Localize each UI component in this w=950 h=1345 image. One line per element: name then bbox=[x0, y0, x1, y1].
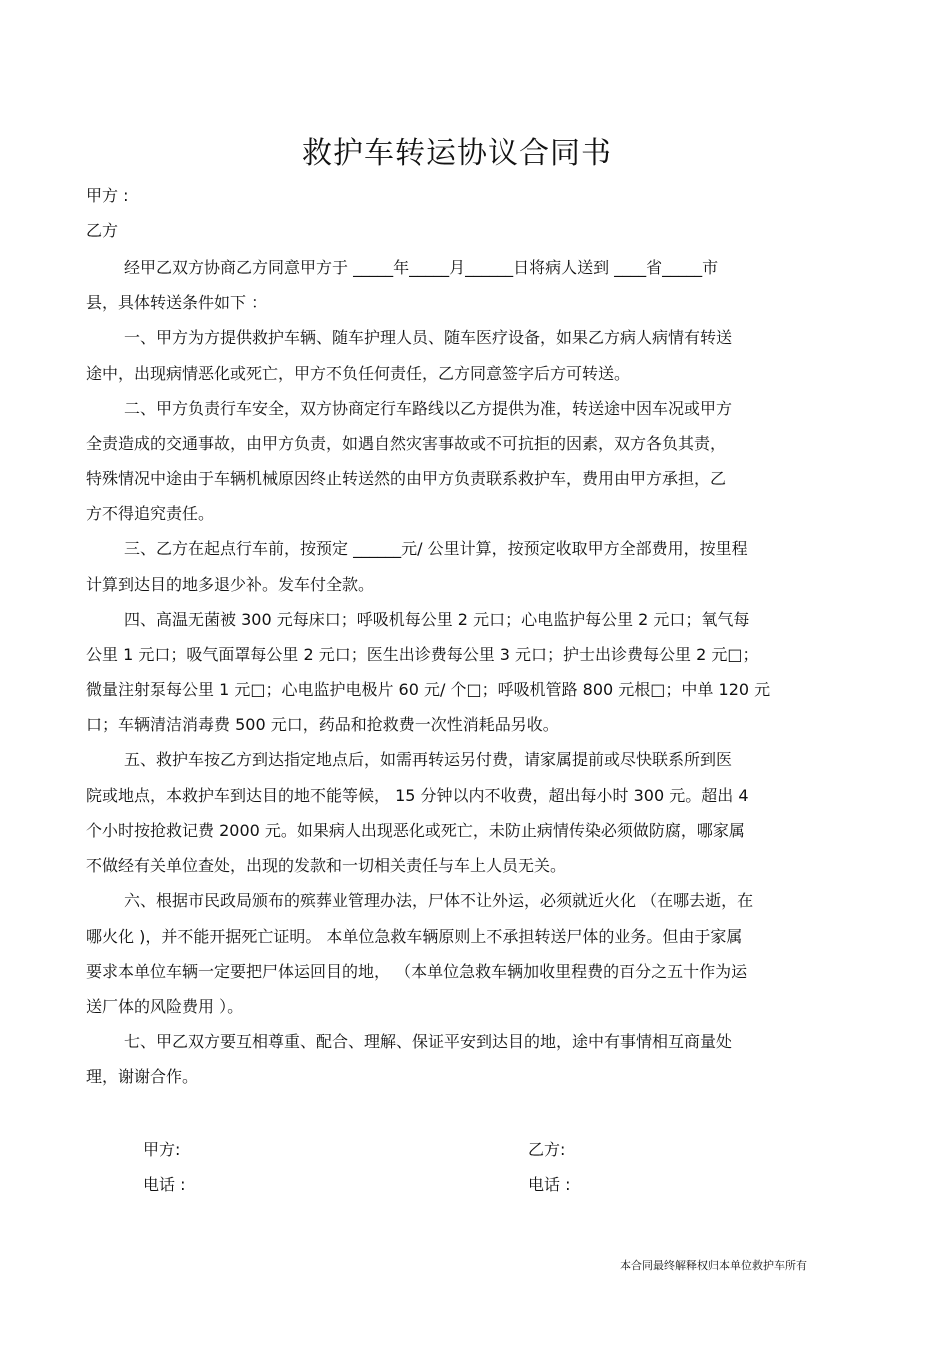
signature-phone-b: 电话 : bbox=[528, 1175, 571, 1194]
clause-2-line-4: 方不得追究责任。 bbox=[86, 504, 215, 523]
clause-5-line-4: 不做经有关单位查处，出现的发款和一切相关责任与车上人员无关。 bbox=[86, 856, 567, 875]
clause-3-line-2: 计算到达目的地多退少补。发车付全款。 bbox=[86, 575, 375, 594]
clause-1-line-1: 一、甲方为方提供救护车辆、随车护理人员、随车医疗设备，如果乙方病人病情有转送 bbox=[124, 328, 733, 347]
clause-4-line-1: 四、高温无菌被 300 元每床口；呼吸机每公里 2 元口；心电监护每公里 2 元口；氧气每 bbox=[124, 610, 750, 629]
clause-6-line-1: 六、根据市民政局颁布的殡葬业管理办法，尸体不让外运，必须就近火化 （在哪去逝，在 bbox=[124, 891, 754, 910]
clause-7-line-2: 理，谢谢合作。 bbox=[86, 1067, 199, 1086]
clause-2-line-1: 二、甲方负责行车安全，双方协商定行车路线以乙方提供为准，转送途中因车况或甲方 bbox=[124, 399, 733, 418]
signature-party-a: 甲方: bbox=[143, 1140, 181, 1159]
intro-line-2: 县，具体转送条件如下 ： bbox=[86, 293, 268, 312]
clause-6-line-2: 哪火化 )，并不能开据死亡证明。 本单位急救车辆原则上不承担转送尸体的业务。但由于家属 bbox=[86, 927, 743, 946]
signature-phone-a: 电话 : bbox=[143, 1175, 186, 1194]
clause-4-line-2: 公里 1 元口；吸气面罩每公里 2 元口；医生出诊费每公里 3 元口；护士出诊费每公里 2 元□； bbox=[86, 645, 759, 664]
clause-2-line-3: 特殊情况中途由于车辆机械原因终止转送然的由甲方负责联系救护车，费用由甲方承担，乙 bbox=[86, 469, 727, 488]
clause-5-line-3: 个小时按抢救记费 2000 元。如果病人出现恶化或死亡，未防止病情传染必须做防腐，哪家属 bbox=[86, 821, 745, 840]
clause-4-line-4: 口；车辆清洁消毒费 500 元口，药品和抢救费一次性消耗品另收。 bbox=[86, 715, 559, 734]
party-b-label: 乙方 bbox=[86, 221, 119, 240]
clause-6-line-4: 送厂体的风险费用 ）。 bbox=[86, 997, 244, 1016]
clause-7-line-1: 七、甲乙双方要互相尊重、配合、理解、保证平安到达目的地，途中有事情相互商量处 bbox=[124, 1032, 733, 1051]
party-a-label: 甲方 : bbox=[86, 186, 129, 205]
clause-4-line-3: 微量注射泵每公里 1 元□；心电监护电极片 60 元/ 个□；呼吸机管路 800 元根□；中单 120 元 bbox=[86, 680, 771, 699]
clause-2-line-2: 全责造成的交通事故，由甲方负责，如遇自然灾害事故或不可抗拒的因素，双方各负其责， bbox=[86, 434, 727, 453]
signature-party-b: 乙方: bbox=[528, 1140, 566, 1159]
clause-5-line-1: 五、救护车按乙方到达指定地点后，如需再转运另付费，请家属提前或尽快联系所到医 bbox=[124, 750, 733, 769]
footer-note: 本合同最终解释权归本单位救护车所有 bbox=[620, 1259, 807, 1272]
clause-6-line-3: 要求本单位车辆一定要把尸体运回目的地， （本单位急救车辆加收里程费的百分之五十作为运 bbox=[86, 962, 748, 981]
document-title: 救护车转运协议合同书 bbox=[302, 136, 612, 171]
clause-1-line-2: 途中，出现病情恶化或死亡，甲方不负任何责任，乙方同意签字后方可转送。 bbox=[86, 364, 631, 383]
clause-3-line-1: 三、乙方在起点行车前，按预定 ______元/ 公里计算，按预定收取甲方全部费用，按里程 bbox=[124, 539, 748, 558]
intro-line-1: 经甲乙双方协商乙方同意甲方于 _____年_____月______日将病人送到 ____省_____市 bbox=[124, 258, 719, 277]
clause-5-line-2: 院或地点，本救护车到达目的地不能等候， 15 分钟以内不收费，超出每小时 300 元。超出 4 bbox=[86, 786, 749, 805]
